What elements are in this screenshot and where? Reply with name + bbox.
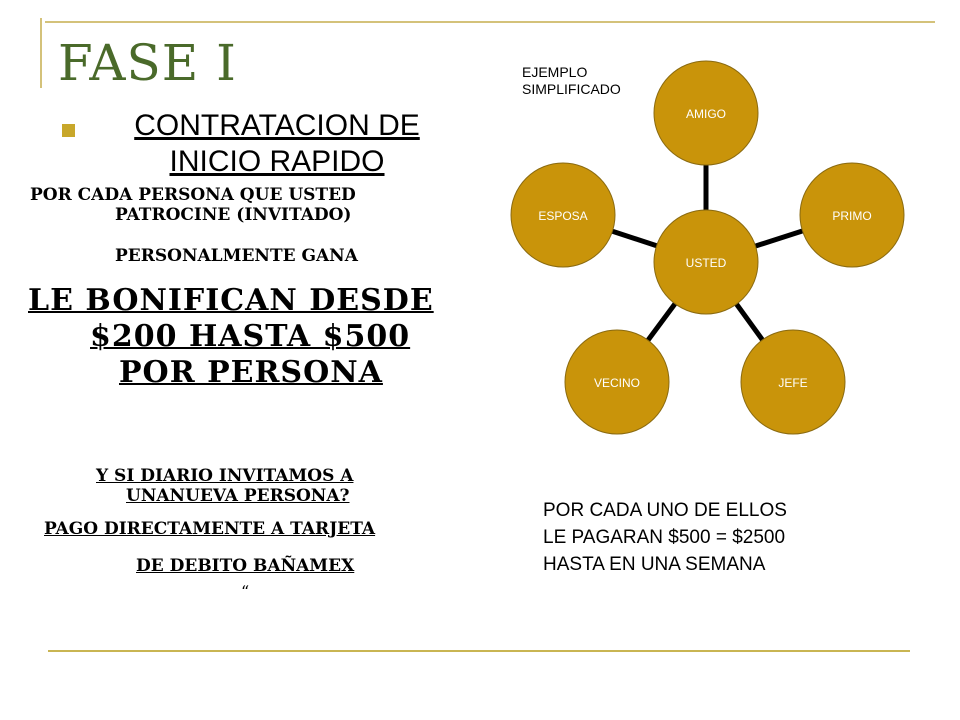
payout-note-line-3: HASTA EN UNA SEMANA xyxy=(543,554,766,575)
node-amigo xyxy=(654,61,758,165)
payment-line-1: PAGO DIRECTAMENTE A TARJETA xyxy=(44,519,376,539)
payout-note-line-2: LE PAGARAN $500 = $2500 xyxy=(543,527,786,548)
payout-note-line-1: POR CADA UNO DE ELLOS xyxy=(543,500,787,521)
node-usted-label: USTED xyxy=(685,256,727,270)
sponsor-line-1: POR CADA PERSONA QUE USTED xyxy=(30,185,356,205)
node-usted xyxy=(654,210,758,314)
quote-mark: “ xyxy=(241,582,250,601)
slide-subtitle: CONTRATACION DE INICIO RAPIDO xyxy=(134,109,420,178)
node-esposa xyxy=(511,163,615,267)
node-primo xyxy=(800,163,904,267)
earn-line: PERSONALMENTE GANA xyxy=(115,246,358,266)
node-jefe-label: JEFE xyxy=(778,376,808,390)
slide-title: FASE I xyxy=(58,34,237,92)
example-label-1: EJEMPLO xyxy=(522,64,588,80)
bonus-line-1: LE BONIFICAN DESDE xyxy=(28,283,434,318)
example-label-2: SIMPLIFICADO xyxy=(522,81,621,97)
node-esposa-label: ESPOSA xyxy=(538,209,588,223)
question-line-1: Y SI DIARIO INVITAMOS A xyxy=(96,466,354,486)
sponsor-line-2: PATROCINE (INVITADO) xyxy=(115,205,352,225)
node-vecino xyxy=(565,330,669,434)
question-line-2: UNANUEVA PERSONA? xyxy=(126,486,350,506)
bonus-line-2: $200 HASTA $500 xyxy=(90,319,411,354)
bonus-line-3: POR PERSONA xyxy=(119,355,383,390)
node-jefe xyxy=(741,330,845,434)
payout-note xyxy=(543,497,787,578)
payment-line-2: DE DEBITO BAÑAMEX xyxy=(136,556,355,576)
node-vecino-label: VECINO xyxy=(593,376,641,390)
node-amigo-label: AMIGO xyxy=(685,107,727,121)
node-primo-label: PRIMO xyxy=(832,209,872,223)
